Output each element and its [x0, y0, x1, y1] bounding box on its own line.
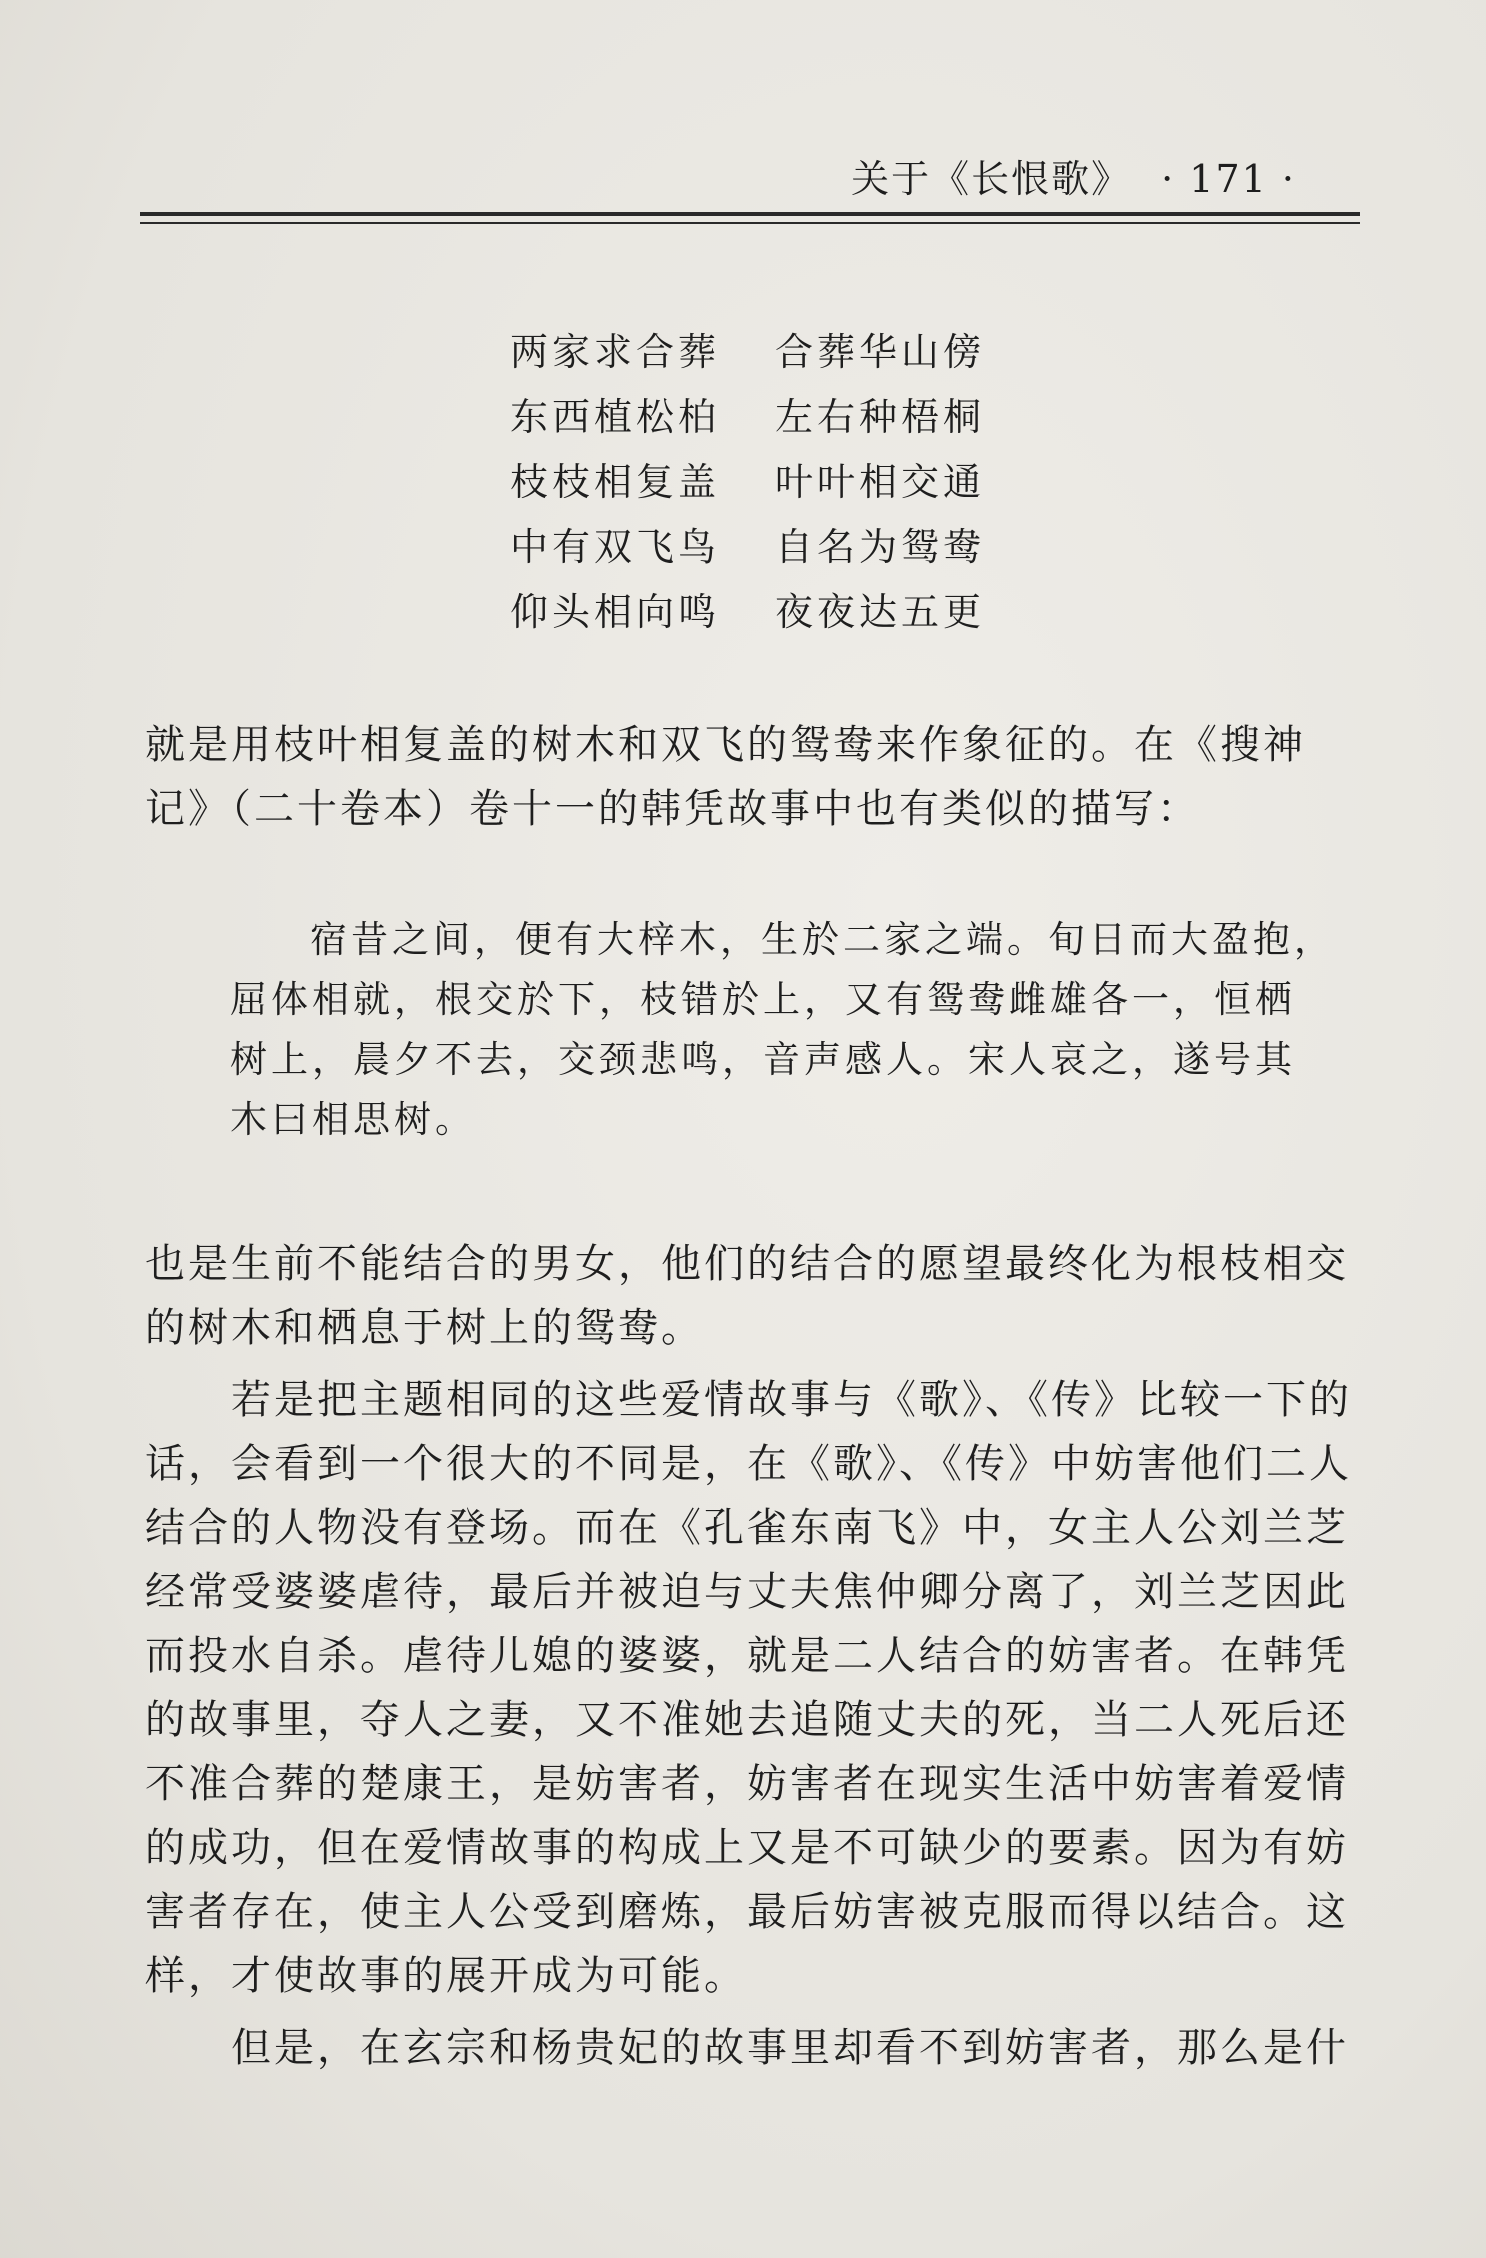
- paragraph-3: [145, 1368, 1360, 2008]
- poem-line: [510, 450, 985, 515]
- poem-line: [510, 580, 985, 645]
- text-line: 也是生前不能结合的男女，他们的结合的愿望最终化为根枝相交: [145, 1241, 1349, 1287]
- text-line: 害者存在，使主人公受到磨炼，最后妨害被克服而得以结合。这: [145, 1889, 1349, 1935]
- text-line: 若是把主题相同的这些爱情故事与《歌》、《传》比较一下的: [231, 1377, 1352, 1423]
- quote-line: 木曰相思树。: [230, 1098, 476, 1141]
- header-rule-thin: [140, 222, 1360, 224]
- header-rule-thick: [140, 212, 1360, 216]
- text-line: 结合的人物没有登场。而在《孔雀东南飞》中，女主人公刘兰芝: [145, 1505, 1349, 1551]
- text-line: 但是，在玄宗和杨贵妃的故事里却看不到妨害者，那么是什: [231, 2025, 1349, 2071]
- running-head: [851, 148, 1296, 203]
- poem-verse-left: 中有双飞鸟: [510, 525, 721, 569]
- text-line: 的成功，但在爱情故事的构成上又是不可缺少的要素。因为有妨: [145, 1825, 1349, 1871]
- poem-verse-right: 夜夜达五更: [775, 590, 986, 634]
- poem-verse-left: 东西植松柏: [510, 395, 721, 439]
- text-line: 的树木和栖息于树上的鸳鸯。: [145, 1305, 704, 1351]
- poem-verse-left: 两家求合葬: [510, 330, 721, 374]
- poem-block: [510, 320, 985, 645]
- poem-verse-left: 枝枝相复盖: [510, 460, 721, 504]
- poem-verse-right: 叶叶相交通: [775, 460, 986, 504]
- text-line: 不准合葬的楚康王，是妨害者，妨害者在现实生活中妨害着爱情: [145, 1761, 1349, 1807]
- poem-line: [510, 515, 985, 580]
- poem-verse-right: 合葬华山傍: [775, 330, 986, 374]
- text-line: 话，会看到一个很大的不同是，在《歌》、《传》中妨害他们二人: [145, 1441, 1352, 1487]
- running-head-title: 关于《长恨歌》: [851, 157, 1132, 201]
- poem-line: [510, 320, 985, 385]
- poem-verse-right: 左右种梧桐: [775, 395, 986, 439]
- text-line: 经常受婆婆虐待，最后并被迫与丈夫焦仲卿分离了，刘兰芝因此: [145, 1569, 1349, 1615]
- quote-line: 树上，晨夕不去，交颈悲鸣，音声感人。宋人哀之，遂号其: [230, 1038, 1296, 1081]
- paragraph-1: [145, 713, 1360, 841]
- text-line: 样，才使故事的展开成为可能。: [145, 1953, 747, 1999]
- text-line: 而投水自杀。虐待儿媳的婆婆，就是二人结合的妨害者。在韩凭: [145, 1633, 1349, 1679]
- block-quote: [230, 910, 1360, 1150]
- page-number: · 171 ·: [1161, 157, 1296, 201]
- poem-verse-left: 仰头相向鸣: [510, 590, 721, 634]
- text-line: 的故事里，夺人之妻，又不准她去追随丈夫的死，当二人死后还: [145, 1697, 1349, 1743]
- quote-line: 宿昔之间，便有大梓木，生於二家之端。旬日而大盈抱，: [310, 918, 1335, 961]
- text-line: 记》（二十卷本）卷十一的韩凭故事中也有类似的描写：: [145, 786, 1200, 832]
- poem-line: [510, 385, 985, 450]
- paragraph-2: [145, 1232, 1360, 1360]
- poem-verse-right: 自名为鸳鸯: [775, 525, 986, 569]
- text-line: 就是用枝叶相复盖的树木和双飞的鸳鸯来作象征的。在《搜神: [145, 722, 1306, 768]
- quote-line: 屈体相就，根交於下，枝错於上，又有鸳鸯雌雄各一，恒栖: [230, 978, 1296, 1021]
- paragraph-4: [145, 2016, 1360, 2080]
